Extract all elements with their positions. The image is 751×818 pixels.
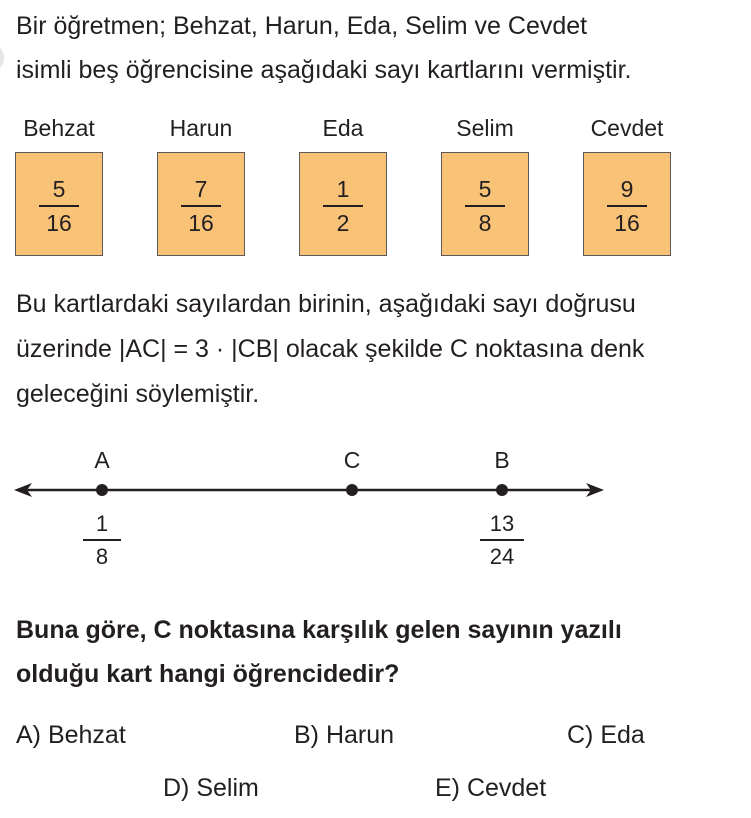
fraction-denominator: 16 (614, 209, 640, 236)
point-b-value (472, 511, 532, 570)
option-c[interactable]: C) Eda (567, 721, 645, 749)
question-line-1: Buna göre, C noktasına karşılık gelen sayının yazılı (16, 616, 622, 644)
fraction-numerator: 9 (620, 176, 634, 202)
card-fraction (300, 175, 386, 237)
statement-line-2: üzerinde |AC| = 3 · |CB| olacak şekilde C noktasına denk (16, 335, 645, 363)
number-card-selim (441, 152, 529, 256)
student-name-behzat: Behzat (23, 115, 95, 141)
fraction-numerator: 7 (194, 176, 208, 202)
intro-line-2: isimli beş öğrencisine aşağıdaki sayı kartlarını vermiştir. (16, 56, 632, 84)
student-name-eda: Eda (322, 115, 364, 141)
fraction-bar (323, 205, 363, 207)
point-c-label: C (343, 447, 361, 473)
student-name-harun: Harun (169, 115, 233, 141)
point-a-label: A (94, 447, 110, 473)
point-b-label: B (494, 447, 510, 473)
fraction-numerator: 1 (336, 176, 350, 202)
option-b[interactable]: B) Harun (294, 721, 395, 749)
number-card-cevdet (583, 152, 671, 256)
number-card-behzat (15, 152, 103, 256)
fraction-bar (39, 205, 79, 207)
student-name-cevdet: Cevdet (590, 115, 664, 141)
option-a[interactable]: A) Behzat (16, 721, 126, 749)
number-line (0, 470, 620, 510)
intro-line-1: Bir öğretmen; Behzat, Harun, Eda, Selim ve Cevdet (16, 12, 588, 40)
fraction-denominator: 16 (188, 209, 214, 236)
point-b-dot (496, 484, 508, 496)
fraction-denominator: 24 (489, 543, 515, 569)
point-a-value (72, 511, 132, 570)
fraction-numerator: 13 (489, 511, 515, 536)
page-edge-mark (0, 46, 4, 70)
fraction-numerator: 5 (52, 176, 66, 202)
fraction-numerator: 5 (478, 176, 492, 202)
fraction-denominator: 8 (95, 543, 109, 569)
statement-line-3: geleceğini söylemiştir. (16, 380, 260, 408)
fraction-denominator: 2 (336, 209, 350, 236)
number-card-harun (157, 152, 245, 256)
fraction-bar (607, 205, 647, 207)
option-e[interactable]: E) Cevdet (435, 774, 547, 802)
card-fraction (158, 175, 244, 237)
option-d[interactable]: D) Selim (163, 774, 259, 802)
fraction-bar (181, 205, 221, 207)
point-a-dot (96, 484, 108, 496)
fraction-denominator: 16 (46, 209, 72, 236)
fraction-bar (480, 539, 524, 541)
fraction-denominator: 8 (478, 209, 492, 236)
student-name-selim: Selim (456, 115, 514, 141)
number-card-eda (299, 152, 387, 256)
card-fraction (16, 175, 102, 237)
fraction-bar (83, 539, 121, 541)
fraction-numerator: 1 (95, 511, 109, 536)
card-fraction (584, 175, 670, 237)
statement-line-1: Bu kartlardaki sayılardan birinin, aşağıdaki sayı doğrusu (16, 290, 636, 318)
fraction-bar (465, 205, 505, 207)
question-line-2: olduğu kart hangi öğrencidedir? (16, 660, 400, 688)
card-fraction (442, 175, 528, 237)
point-c-dot (346, 484, 358, 496)
